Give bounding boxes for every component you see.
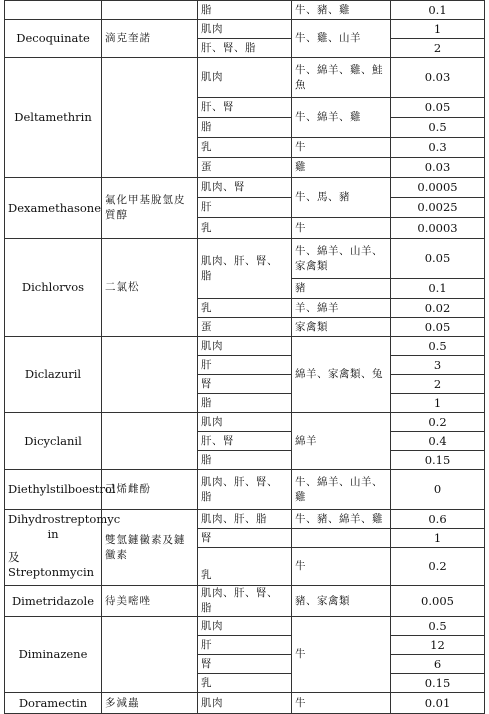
spacer — [8, 542, 98, 550]
table-row — [5, 337, 485, 356]
limit-value-cell: 2 — [391, 375, 485, 394]
limit-value-cell: 3 — [391, 356, 485, 375]
tissue-cell: 肝 — [198, 198, 292, 218]
limit-value-cell: 0.0003 — [391, 218, 485, 239]
species-cell: 牛 — [292, 138, 391, 158]
tissue-cell: 肌肉 — [198, 20, 292, 39]
limit-value-cell: 0.05 — [391, 98, 485, 118]
tissue-cell: 肌肉 — [198, 617, 292, 636]
tissue-cell: 肌肉 — [198, 693, 292, 714]
tissue-cell: 腎 — [198, 529, 292, 548]
tissue-cell: 肝 — [198, 636, 292, 655]
species-cell: 牛 — [292, 548, 391, 586]
tissue-cell: 脂 — [198, 394, 292, 413]
limit-value-cell: 0.4 — [391, 432, 485, 451]
drug-name-cell: Dexamethasone — [5, 178, 102, 239]
drug-name-cell: Decoquinate — [5, 20, 102, 58]
tissue-cell: 肝、腎、脂 — [198, 39, 292, 58]
table-row — [5, 693, 485, 714]
table-row — [5, 178, 485, 198]
table-row — [5, 470, 485, 510]
species-cell: 綿羊 — [292, 413, 391, 470]
limit-value-cell: 6 — [391, 655, 485, 674]
tissue-cell: 肌肉、肝、腎、脂 — [198, 239, 292, 299]
tissue-cell: 脂 — [198, 451, 292, 470]
drug-name-cell — [5, 510, 121, 586]
species-cell: 牛、綿羊、雞 — [292, 98, 391, 138]
drug-name-cell: Diethylstilboestrol — [5, 470, 102, 510]
tissue-cell: 乳 — [198, 674, 292, 693]
limit-value-cell: 0.03 — [391, 158, 485, 178]
limit-value-cell: 0.5 — [391, 617, 485, 636]
chinese-name-cell — [102, 617, 198, 693]
tissue-cell: 肌肉、肝、脂 — [198, 510, 292, 529]
chinese-name-cell — [102, 58, 198, 178]
chinese-name-cell — [102, 337, 198, 413]
tissue-cell: 腎 — [198, 655, 292, 674]
limit-value-cell: 0.005 — [391, 586, 485, 617]
species-cell: 牛 — [292, 218, 391, 239]
table-row — [5, 617, 485, 636]
limit-value-cell: 0.0005 — [391, 178, 485, 198]
table-row — [5, 510, 485, 529]
limit-value-cell: 0.1 — [391, 279, 485, 299]
limit-value-cell: 0.2 — [391, 413, 485, 432]
tissue-cell: 脂 — [198, 1, 292, 20]
limit-value-cell: 0.02 — [391, 299, 485, 318]
species-cell: 牛、綿羊、山羊、家禽類 — [292, 239, 391, 279]
tissue-cell: 乳 — [198, 138, 292, 158]
tissue-cell: 肝 — [198, 356, 292, 375]
chinese-name-cell: 己烯雌酚 — [102, 470, 198, 510]
species-cell: 家禽類 — [292, 318, 391, 337]
drug-name-line: 及 Streptonmycin — [8, 550, 95, 579]
limit-value-cell: 0.05 — [391, 318, 485, 337]
chinese-name-cell: 氟化甲基脫氫皮質醇 — [102, 178, 198, 239]
tissue-cell: 肌肉、腎 — [198, 178, 292, 198]
limit-value-cell: 0.0025 — [391, 198, 485, 218]
species-cell: 牛、綿羊、雞、鮭魚 — [292, 58, 391, 98]
limit-value-cell: 0.15 — [391, 674, 485, 693]
species-cell: 牛、馬、豬 — [292, 178, 391, 218]
tissue-cell: 肌肉、肝、腎、脂 — [198, 586, 292, 617]
tissue-cell: 乳 — [198, 218, 292, 239]
drug-name-cell — [5, 1, 102, 20]
drug-name-cell: Dicyclanil — [5, 413, 102, 470]
species-cell: 雞 — [292, 158, 391, 178]
species-cell: 羊、綿羊 — [292, 299, 391, 318]
residue-limits-table — [4, 0, 485, 714]
tissue-cell: 乳 — [198, 299, 292, 318]
chinese-name-cell — [102, 1, 198, 20]
species-cell: 牛、綿羊、山羊、雞 — [292, 470, 391, 510]
table-row — [5, 20, 485, 39]
species-cell: 豬 — [292, 279, 391, 299]
drug-name-cell: Diminazene — [5, 617, 102, 693]
chinese-name-cell: 多減蟲 — [102, 693, 198, 714]
table-row — [5, 586, 485, 617]
limit-value-cell: 0 — [391, 470, 485, 510]
tissue-cell: 肌肉 — [198, 413, 292, 432]
table-row — [5, 58, 485, 98]
tissue-cell: 脂 — [198, 118, 292, 138]
limit-value-cell: 1 — [391, 394, 485, 413]
tissue-cell: 肌肉、肝、腎、脂 — [198, 470, 292, 510]
table-row — [5, 1, 485, 20]
species-cell: 牛、雞、山羊 — [292, 20, 391, 58]
tissue-cell: 蛋 — [198, 318, 292, 337]
species-cell: 牛、豬、雞 — [292, 1, 391, 20]
species-cell — [292, 529, 391, 548]
limit-value-cell: 0.6 — [391, 510, 485, 529]
drug-name-cell: Diclazuril — [5, 337, 102, 413]
chinese-name-cell: 滴克奎諾 — [102, 20, 198, 58]
table-row — [5, 413, 485, 432]
drug-name-line: in — [47, 527, 59, 541]
chinese-name-cell: 二氯松 — [102, 239, 198, 337]
limit-value-cell: 2 — [391, 39, 485, 58]
tissue-cell: 肌肉 — [198, 58, 292, 98]
drug-name-cell: Doramectin — [5, 693, 102, 714]
limit-value-cell: 1 — [391, 20, 485, 39]
limit-value-cell: 0.01 — [391, 693, 485, 714]
species-cell: 牛 — [292, 617, 391, 693]
tissue-cell: 肝、腎 — [198, 98, 292, 118]
limit-value-cell: 0.03 — [391, 58, 485, 98]
limit-value-cell: 0.5 — [391, 118, 485, 138]
limit-value-cell: 1 — [391, 529, 485, 548]
drug-name-cell: Dichlorvos — [5, 239, 102, 337]
tissue-cell: 乳 — [198, 548, 292, 586]
tissue-cell: 肝、腎 — [198, 432, 292, 451]
drug-name-cell: Dimetridazole — [5, 586, 102, 617]
species-cell: 牛、豬、綿羊、雞 — [292, 510, 391, 529]
tissue-cell: 蛋 — [198, 158, 292, 178]
chinese-name-cell — [102, 413, 198, 470]
residue-limits-table-page — [4, 0, 484, 710]
limit-value-cell: 0.2 — [391, 548, 485, 586]
chinese-name-cell: 待美嘧唑 — [102, 586, 198, 617]
limit-value-cell: 0.05 — [391, 239, 485, 279]
limit-value-cell: 12 — [391, 636, 485, 655]
chinese-name-cell: 雙氫鏈黴素及鏈黴素 — [102, 510, 198, 586]
limit-value-cell: 0.1 — [391, 1, 485, 20]
drug-name-line: Dihydrostreptomyc — [8, 512, 121, 526]
species-cell: 綿羊、家禽類、兔 — [292, 337, 391, 413]
limit-value-cell: 0.15 — [391, 451, 485, 470]
drug-name-cell: Deltamethrin — [5, 58, 102, 178]
species-cell: 牛 — [292, 693, 391, 714]
species-cell: 豬、家禽類 — [292, 586, 391, 617]
limit-value-cell: 0.3 — [391, 138, 485, 158]
tissue-cell: 腎 — [198, 375, 292, 394]
limit-value-cell: 0.5 — [391, 337, 485, 356]
table-row — [5, 239, 485, 279]
tissue-cell: 肌肉 — [198, 337, 292, 356]
